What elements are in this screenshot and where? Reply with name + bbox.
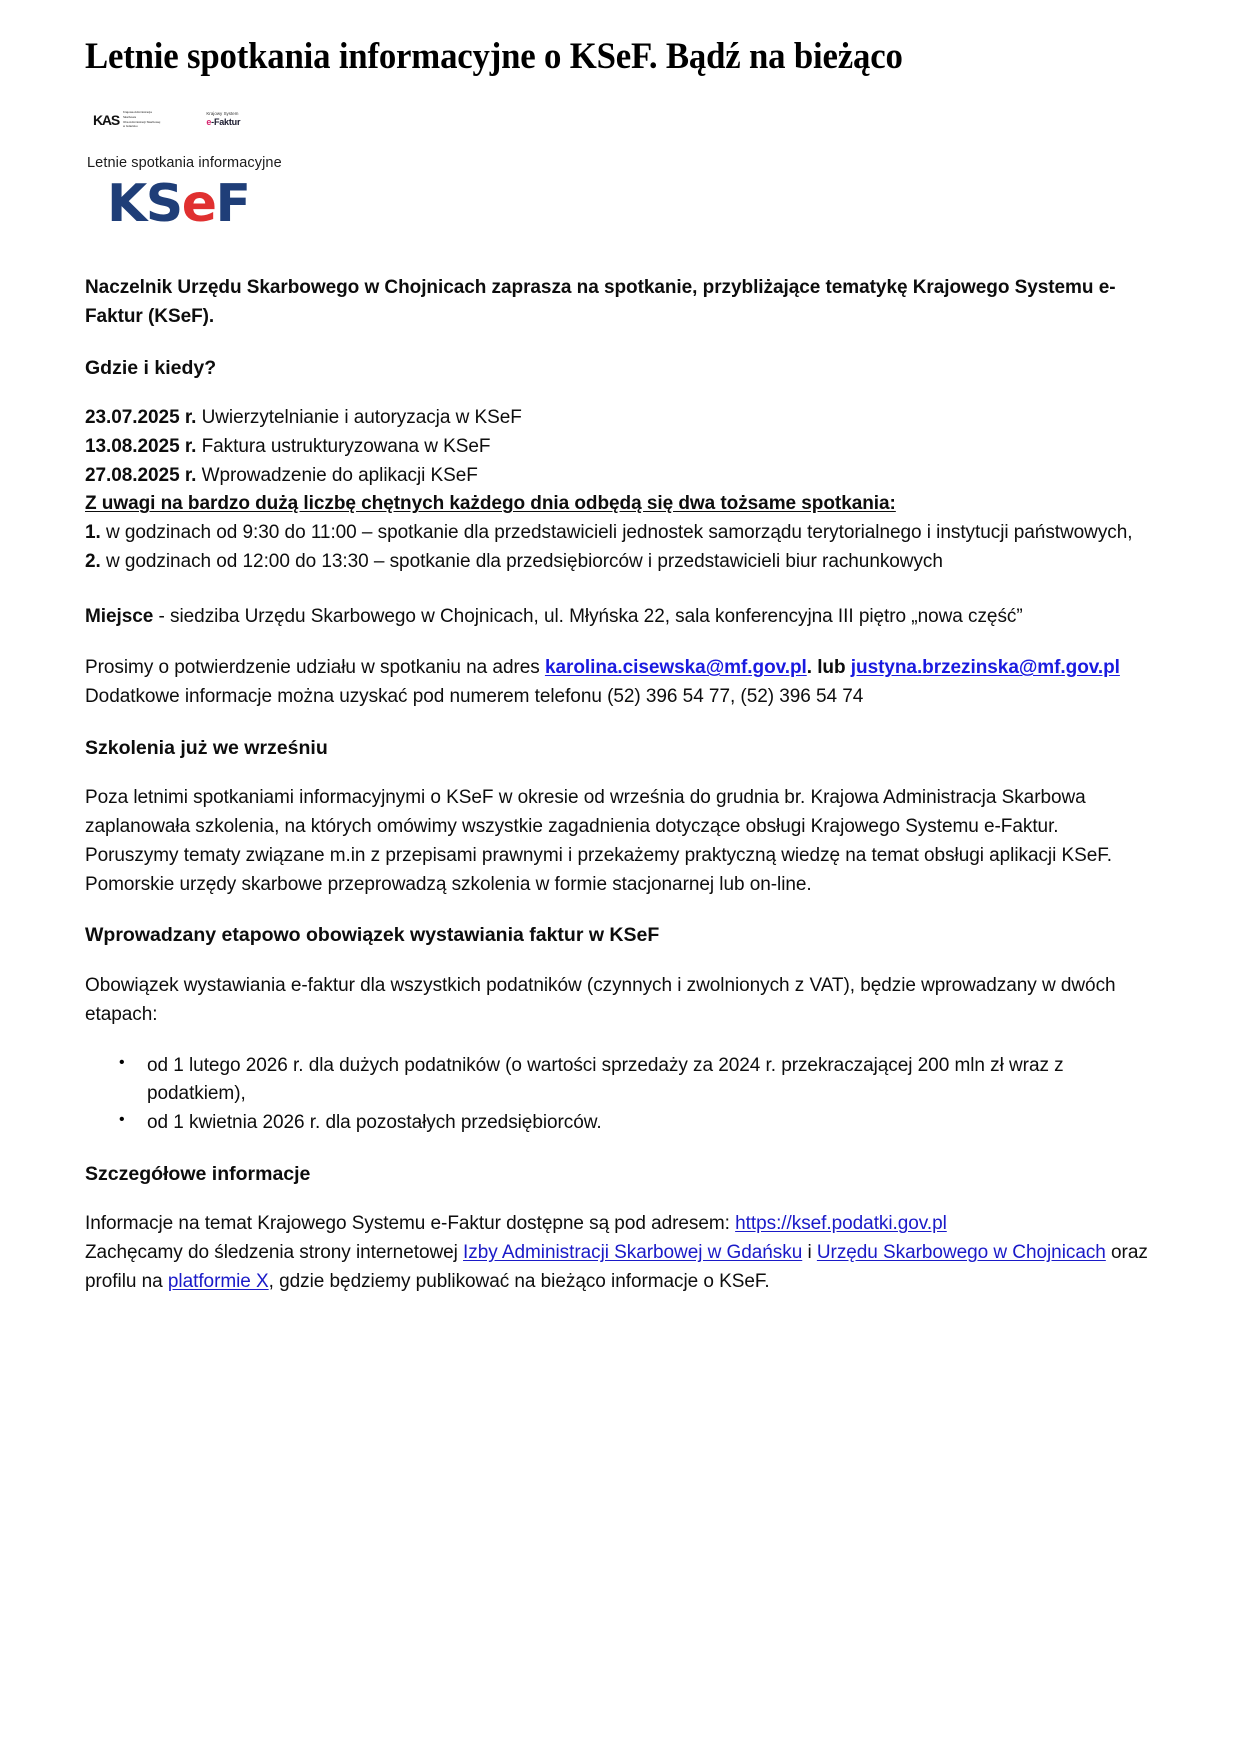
- kas-logo-line-4: w Gdańsku: [122, 124, 138, 129]
- platform-x-link[interactable]: platformie X: [167, 1271, 269, 1293]
- details-link-joiner: i: [802, 1242, 817, 1264]
- email-link-karolina[interactable]: karolina.cisewska@mf.gov.pl: [544, 656, 807, 678]
- session-row: [85, 462, 1156, 491]
- session-row: [85, 404, 1156, 433]
- details-line2-prefix: Zachęcamy do śledzenia strony internetowej: [85, 1242, 464, 1264]
- section-heading-obligation: Wprowadzany etapowo obowiązek wystawiania faktur w KSeF: [85, 924, 660, 947]
- confirmation-middle: . lub: [806, 656, 851, 678]
- efaktur-logo: [206, 111, 240, 127]
- session-row: [85, 433, 1156, 462]
- section-heading-where-when: Gdzie i kiedy?: [85, 356, 217, 379]
- session-topic: Wprowadzenie do aplikacji KSeF: [196, 464, 478, 486]
- session-slot-text: w godzinach od 12:00 do 13:30 – spotkanie dla przedsiębiorców i przedstawicieli biur rachunkowych: [100, 551, 943, 573]
- ksef-banner-image: [85, 110, 390, 235]
- ksef-wordmark-f: F: [215, 174, 250, 235]
- place-paragraph: [85, 603, 1156, 632]
- place-label: Miejsce: [85, 606, 154, 628]
- duplicate-sessions-notice-text: Z uwagi na bardzo dużą liczbę chętnych każdego dnia odbędą się dwa tożsame spotkania:: [85, 493, 896, 515]
- efaktur-logo-e: e: [206, 117, 212, 128]
- section-heading-details: Szczegółowe informacje: [85, 1163, 311, 1186]
- confirmation-suffix: Dodatkowe informacje można uzyskać pod numerem telefonu (52) 396 54 77, (52) 396 54 74: [85, 685, 864, 707]
- confirmation-paragraph: [85, 654, 1156, 712]
- intro-paragraph: Naczelnik Urzędu Skarbowego w Chojnicach zaprasza na spotkanie, przybliżające tematykę Krajowego Systemu e-Faktur (KSeF).: [85, 276, 1116, 327]
- kas-logo-line-3: Izba Administracji Skarbowej: [122, 119, 161, 124]
- section-heading-trainings: Szkolenia już we wrześniu: [85, 736, 328, 759]
- kas-logo-line-2: Skarbowa: [122, 114, 136, 119]
- obligation-intro-paragraph: Obowiązek wystawiania e-faktur dla wszystkich podatników (czynnych i zwolnionych z VAT), będzie wprowadzany w dwóch etapach:: [85, 974, 1116, 1025]
- session-slot-number: 1.: [85, 522, 101, 544]
- us-chojnice-link[interactable]: Urzędu Skarbowego w Chojnicach: [816, 1242, 1106, 1264]
- trainings-paragraph: Poza letnimi spotkaniami informacyjnymi o KSeF w okresie od września do grudnia br. Krajowa Administracja Skarbowa zaplanowała szkolenia, na których omówimy wszystkie zagadnienia dotyczące obsługi Krajowego Systemu e-Faktur. Poruszymy tematy związane m.in z przepisami prawnymi i przekażemy praktyczną wiedzę na temat obsługi aplikacji KSeF. Pomorskie urzędy skarbowe przeprowadzą szkolenia w formie stacjonarnej lub on-line.: [85, 786, 1112, 895]
- details-line1-prefix: Informacje na temat Krajowego Systemu e-Faktur dostępne są pod adresem:: [85, 1213, 736, 1235]
- session-slot-row: [85, 548, 1156, 577]
- ksef-wordmark: [107, 174, 390, 235]
- ksef-website-link[interactable]: https://ksef.podatki.gov.pl: [735, 1213, 947, 1235]
- kas-logo: [93, 111, 160, 128]
- ksef-wordmark-e: e: [181, 174, 216, 235]
- ksef-wordmark-ks: KS: [107, 174, 182, 235]
- session-topic: Uwierzytelnianie i autoryzacja w KSeF: [196, 406, 522, 428]
- session-date: 13.08.2025 r.: [85, 435, 197, 457]
- session-date: 27.08.2025 r.: [85, 464, 197, 486]
- duplicate-sessions-notice: [85, 490, 1156, 519]
- session-date: 23.07.2025 r.: [85, 406, 197, 428]
- kas-logo-line-1: Krajowa Administracja: [122, 110, 152, 115]
- details-line3-middle: oraz profilu na: [85, 1242, 1148, 1293]
- kas-logo-text: [123, 111, 160, 128]
- banner-caption: Letnie spotkania informacyjne: [87, 155, 282, 172]
- ias-gdansk-link[interactable]: Izby Administracji Skarbowej w Gdańsku: [463, 1242, 803, 1264]
- kas-monogram-icon: KAS: [93, 112, 119, 128]
- efaktur-logo-rest: -Faktur: [211, 117, 241, 128]
- efaktur-logo-top-text: Krajowy System: [206, 111, 239, 117]
- list-item: • od 1 kwietnia 2026 r. dla pozostałych przedsiębiorców.: [147, 1109, 1156, 1138]
- spacer: [85, 577, 1156, 603]
- obligation-stages-list: [85, 1052, 1156, 1139]
- session-slot-number: 2.: [85, 551, 101, 573]
- banner-logo-row: [85, 111, 390, 137]
- session-slot-row: [85, 519, 1156, 548]
- details-paragraph: [85, 1210, 1156, 1297]
- efaktur-logo-wordmark: [206, 118, 240, 127]
- list-item: • od 1 lutego 2026 r. dla dużych podatników (o wartości sprzedaży za 2024 r. przekraczającej 200 mln zł wraz z podatkiem),: [147, 1052, 1156, 1110]
- confirmation-prefix: Prosimy o potwierdzenie udziału w spotkaniu na adres: [85, 656, 545, 678]
- page-title: Letnie spotkania informacyjne o KSeF. Bądź na bieżąco: [85, 36, 903, 77]
- session-topic: Faktura ustrukturyzowana w KSeF: [196, 435, 491, 457]
- email-link-justyna[interactable]: justyna.brzezinska@mf.gov.pl: [850, 656, 1120, 678]
- place-text: - siedziba Urzędu Skarbowego w Chojnicach, ul. Młyńska 22, sala konferencyjna III piętro „nowa część”: [153, 606, 1023, 628]
- details-line3-suffix: , gdzie będziemy publikować na bieżąco informacje o KSeF.: [268, 1271, 770, 1293]
- session-slot-text: w godzinach od 9:30 do 11:00 – spotkanie dla przedstawicieli jednostek samorządu terytorialnego i instytucji państwowych,: [100, 522, 1133, 544]
